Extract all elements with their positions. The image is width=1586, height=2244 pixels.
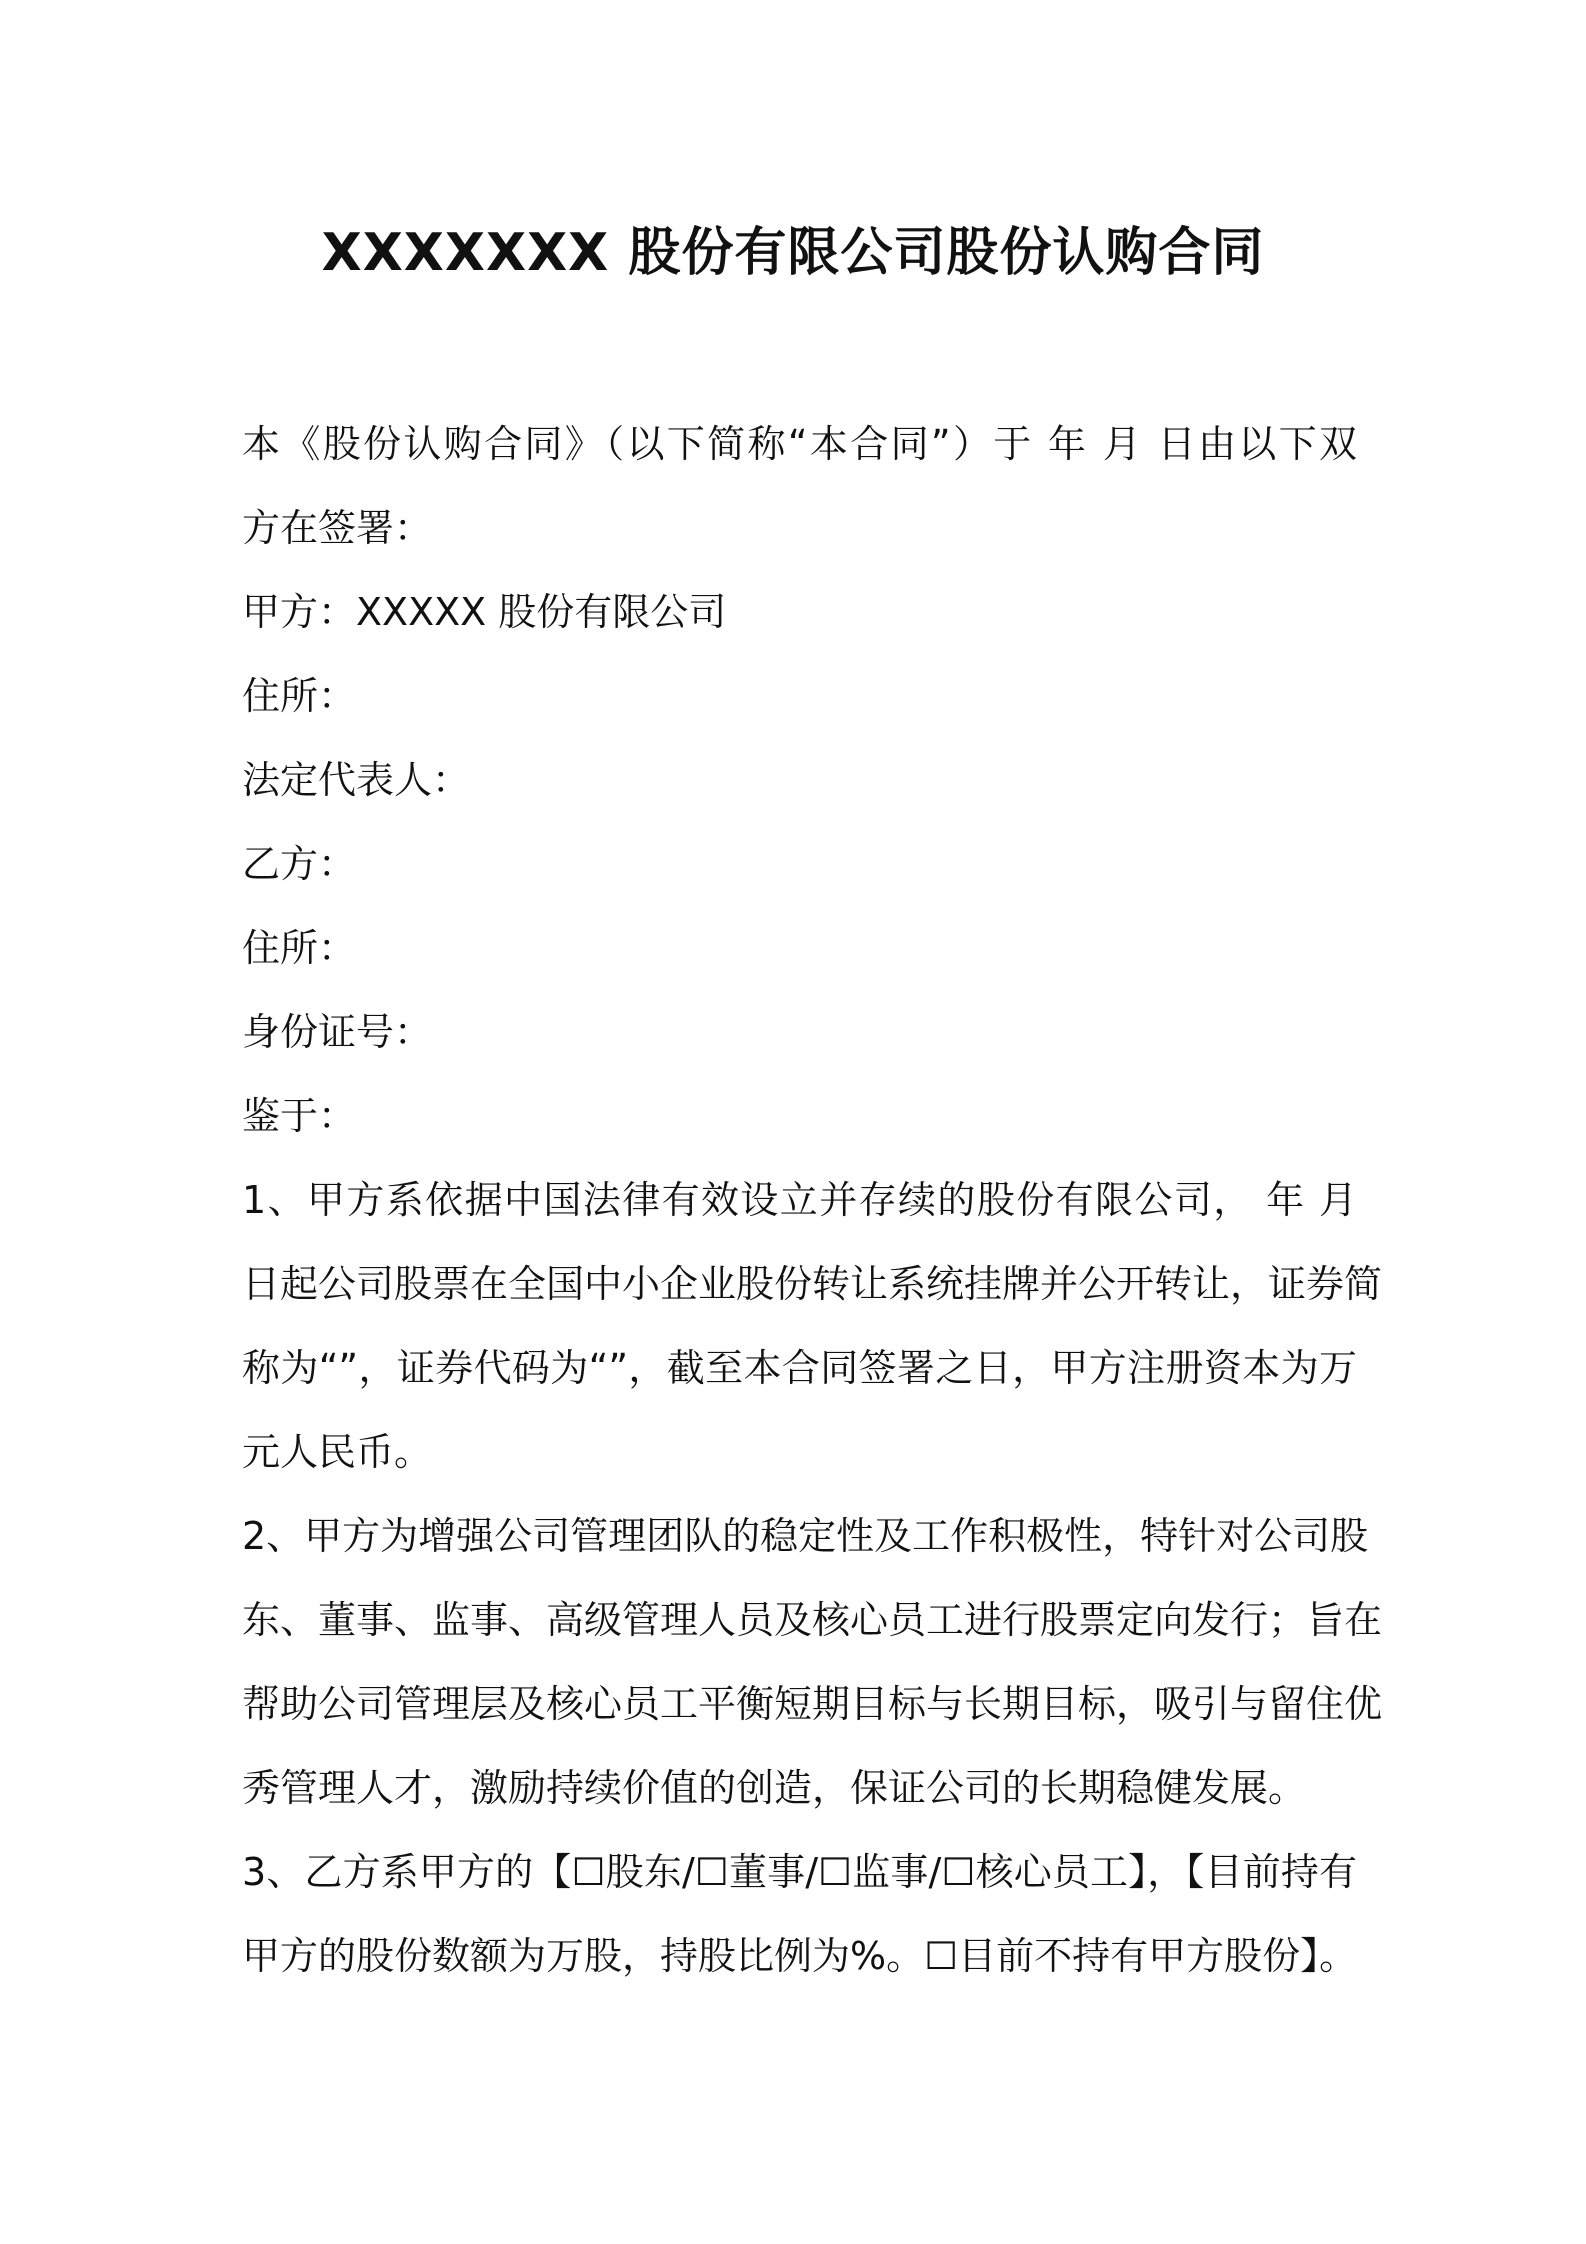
party-b-id-number: 身份证号： — [242, 1010, 433, 1054]
whereas-heading: 鉴于： — [242, 1094, 357, 1138]
contract-body — [242, 402, 1383, 1998]
clause-2-line-2: 东、董事、监事、高级管理人员及核心员工进行股票定向发行；旨在 — [242, 1598, 1383, 1642]
clause-2-line-4: 秀管理人才，激励持续价值的创造，保证公司的长期稳健发展。 — [242, 1766, 1307, 1810]
party-a-address: 住所： — [242, 674, 357, 718]
clause-3-line-2: 甲方的股份数额为万股，持股比例为%。☐目前不持有甲方股份】。 — [242, 1934, 1358, 1978]
party-b-address: 住所： — [242, 926, 357, 970]
preamble-line-2: 方在签署： — [242, 506, 433, 550]
clause-1-line-2: 日起公司股票在全国中小企业股份转让系统挂牌并公开转让，证券简 — [242, 1262, 1383, 1306]
clause-3-line-1: 3、乙方系甲方的【☐股东/☐董事/☐监事/☐核心员工】，【目前持有 — [242, 1850, 1357, 1894]
clause-2-line-3: 帮助公司管理层及核心员工平衡短期目标与长期目标，吸引与留住优 — [242, 1682, 1383, 1726]
party-a-name: 甲方：XXXXX 股份有限公司 — [242, 590, 727, 634]
party-a-legal-representative: 法定代表人： — [242, 758, 471, 802]
document-title: XXXXXXX 股份有限公司股份认购合同 — [321, 223, 1265, 283]
party-b-name: 乙方： — [242, 842, 357, 886]
clause-1-line-1: 1、甲方系依据中国法律有效设立并存续的股份有限公司， 年 月 — [242, 1178, 1357, 1222]
clause-1-line-4: 元人民币。 — [242, 1430, 433, 1474]
clause-1-line-3: 称为“”，证券代码为“”，截至本合同签署之日，甲方注册资本为万 — [242, 1346, 1357, 1390]
preamble-line-1: 本《股份认购合同》（以下简称“本合同”）于 年 月 日由以下双 — [242, 422, 1357, 466]
clause-2-line-1: 2、甲方为增强公司管理团队的稳定性及工作积极性，特针对公司股 — [242, 1514, 1369, 1558]
